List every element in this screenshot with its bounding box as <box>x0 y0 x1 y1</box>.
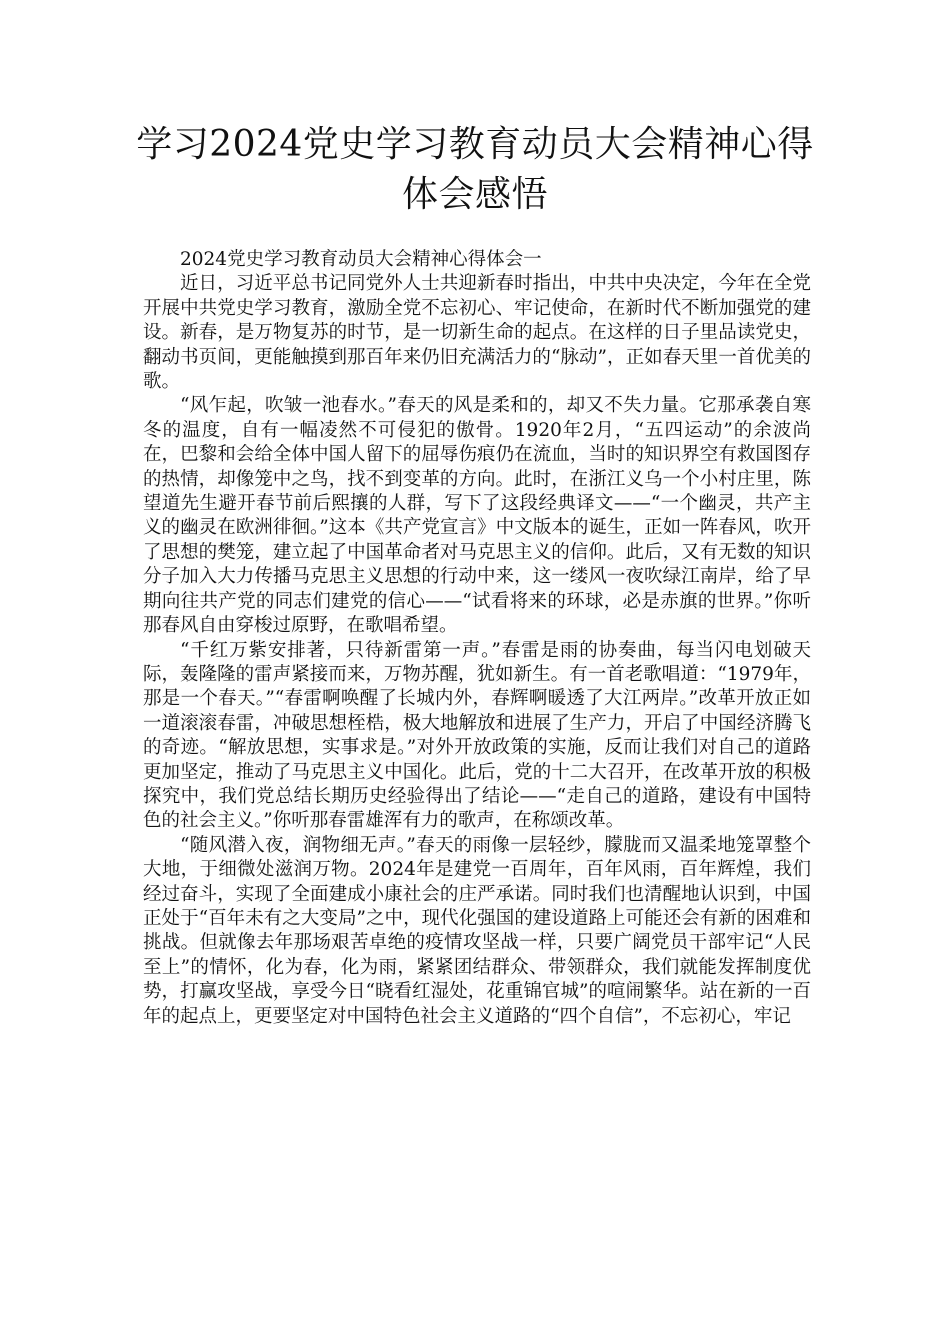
document-title-line-2: 体会感悟 <box>401 174 548 215</box>
document-body <box>143 248 811 1029</box>
document-title-line-1: 学习2024党史学习教育动员大会精神心得 <box>136 124 814 165</box>
document-title <box>100 120 850 220</box>
body-paragraph-3: “千红万紫安排著，只待新雷第一声。”春雷是雨的协奏曲，每当闪电划破天际，轰隆隆的雷声紧接而来，万物苏醒，犹如新生。有一首老歌唱道：“1979年，那是一个春天。”“春雷啊唤醒了长城内外，春辉啊暖透了大江两岸。”改革开放正如一道滚滚春雷，冲破思想桎梏，极大地解放和进展了生产力，开启了中国经济腾飞的奇迹。“解放思想，实事求是。”对外开放政策的实施，反而让我们对自己的道路更加坚定，推动了马克思主义中国化。此后，党的十二大召开，在改革开放的积极探究中，我们党总结长期历史经验得出了结论——“走自己的道路，建设有中国特色的社会主义。”你听那春雷雄浑有力的歌声，在称颂改革。 <box>143 639 811 832</box>
document-subtitle: 2024党史学习教育动员大会精神心得体会一 <box>180 249 542 270</box>
body-paragraph-2: “风乍起，吹皱一池春水。”春天的风是柔和的，却又不失力量。它那承袭自寒冬的温度，自有一幅凌然不可侵犯的傲骨。1920年2月，“五四运动”的余波尚在，巴黎和会给全体中国人留下的屈辱伤痕仍在流血，当时的知识界空有救国图存的热情，却像笼中之鸟，找不到变革的方向。此时，在浙江义乌一个小村庄里，陈望道先生避开春节前后熙攘的人群，写下了这段经典译文——“一个幽灵，共产主义的幽灵在欧洲徘徊。”这本《共产党宣言》中文版本的诞生，正如一阵春风，吹开了思想的樊笼，建立起了中国革命者对马克思主义的信仰。此后，又有无数的知识分子加入大力传播马克思主义思想的行动中来，这一缕风一夜吹绿江南岸，给了早期向往共产党的同志们建党的信心——“试看将来的环球，必是赤旗的世界。”你听那春风自由穿梭过原野，在歌唱希望。 <box>143 395 811 637</box>
body-paragraph-1: 近日，习近平总书记同党外人士共迎新春时指出，中共中央决定，今年在全党开展中共党史学习教育，激励全党不忘初心、牢记使命，在新时代不断加强党的建设。新春，是万物复苏的时节，是一切新生命的起点。在这样的日子里品读党史，翻动书页间，更能触摸到那百年来仍旧充满活力的“脉动”，正如春天里一首优美的歌。 <box>143 273 811 393</box>
body-paragraph-4: “随风潜入夜，润物细无声。”春天的雨像一层轻纱，朦胧而又温柔地笼罩整个大地，于细微处滋润万物。2024年是建党一百周年，百年风雨，百年辉煌，我们经过奋斗，实现了全面建成小康社会的庄严承诺。同时我们也清醒地认识到，中国正处于“百年未有之大变局”之中，现代化强国的建设道路上可能还会有新的困难和挑战。但就像去年那场艰苦卓绝的疫情攻坚战一样，只要广阔党员干部牢记“人民至上”的情怀，化为春，化为雨，紧紧团结群众、带领群众，我们就能发挥制度优势，打赢攻坚战，享受今日“晓看红湿处，花重锦官城”的喧闹繁华。站在新的一百年的起点上，更要坚定对中国特色社会主义道路的“四个自信”，不忘初心，牢记 <box>143 834 811 1027</box>
